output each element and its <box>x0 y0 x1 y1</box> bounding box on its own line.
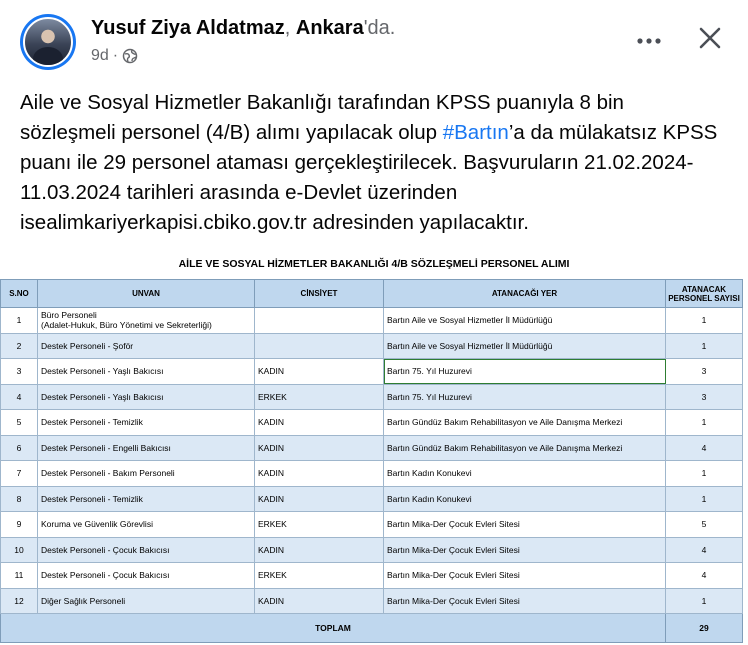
row-cinsiyet: KADIN <box>255 588 384 614</box>
table-row <box>1 435 743 461</box>
post-header <box>20 14 728 72</box>
row-cinsiyet <box>255 308 384 334</box>
table-title: AİLE VE SOSYAL HİZMETLER BAKANLIĞI 4/B SÖZLEŞMELİ PERSONEL ALIMI <box>178 258 570 270</box>
row-yer: Bartın Gündüz Bakım Rehabilitasyon ve Aile Danışma Merkezi <box>384 435 666 461</box>
row-cinsiyet: ERKEK <box>255 512 384 538</box>
total-row <box>1 614 743 643</box>
author-line <box>91 16 395 40</box>
table-header-row <box>1 280 743 308</box>
post-text-part2: ’a da mülakatsız KPSS puanı ile 29 personel ataması gerçekleştirilecek. Başvuruların 21.02.2024-11.03.2024 tarihleri arasında e-Devlet üzerinden isealimkariyerkapisi.cbiko.gov.tr adresinden yapılacaktır. <box>20 121 718 234</box>
row-unvan <box>38 359 255 385</box>
row-unvan <box>38 461 255 487</box>
table-row <box>1 486 743 512</box>
row-unvan-text: Destek Personeli - Şoför <box>41 340 134 351</box>
row-sayi: 1 <box>666 308 743 334</box>
header-cinsiyet: CİNSİYET <box>255 280 384 308</box>
table-row <box>1 333 743 359</box>
table-row <box>1 410 743 436</box>
header-no: S.NO <box>1 280 38 308</box>
total-label: TOPLAM <box>1 614 666 643</box>
close-button[interactable] <box>692 20 728 56</box>
row-yer: Bartın Kadın Konukevi <box>384 461 666 487</box>
row-unvan-text: Diğer Sağlık Personeli <box>41 595 126 606</box>
row-unvan-text: Destek Personeli - Bakım Personeli <box>41 468 175 479</box>
row-no: 3 <box>1 359 38 385</box>
row-yer: Bartın Gündüz Bakım Rehabilitasyon ve Aile Danışma Merkezi <box>384 410 666 436</box>
row-unvan-text: Büro Personeli <box>41 310 97 321</box>
post-text <box>20 88 725 238</box>
row-no: 7 <box>1 461 38 487</box>
profile-photo <box>23 17 73 67</box>
table-row <box>1 537 743 563</box>
location-link[interactable]: Ankara <box>295 17 364 39</box>
row-cinsiyet: KADIN <box>255 359 384 385</box>
row-unvan <box>38 563 255 589</box>
row-cinsiyet <box>255 333 384 359</box>
row-yer: Bartın 75. Yıl Huzurevi <box>384 359 666 385</box>
table-row <box>1 461 743 487</box>
row-unvan-text: Destek Personeli - Çocuk Bakıcısı <box>41 544 170 555</box>
row-sayi: 3 <box>666 384 743 410</box>
author-separator: , <box>284 17 296 39</box>
total-value: 29 <box>666 614 743 643</box>
row-unvan-text: Destek Personeli - Engelli Bakıcısı <box>41 442 171 453</box>
row-unvan <box>38 435 255 461</box>
row-sayi: 5 <box>666 512 743 538</box>
row-unvan <box>38 486 255 512</box>
post-image[interactable] <box>0 250 748 645</box>
row-no: 11 <box>1 563 38 589</box>
header-sayi <box>666 280 743 308</box>
row-sayi: 1 <box>666 486 743 512</box>
row-unvan-detail: (Adalet-Hukuk, Büro Yönetimi ve Sekreterliği) <box>41 320 212 331</box>
row-yer: Bartın Mika-Der Çocuk Evleri Sitesi <box>384 563 666 589</box>
row-unvan <box>38 588 255 614</box>
row-sayi: 3 <box>666 359 743 385</box>
post-time[interactable]: 9d <box>91 47 109 64</box>
row-sayi: 1 <box>666 333 743 359</box>
avatar[interactable] <box>20 14 76 70</box>
row-no: 8 <box>1 486 38 512</box>
row-unvan-text: Destek Personeli - Yaşlı Bakıcısı <box>41 391 164 402</box>
row-unvan <box>38 308 255 334</box>
row-yer: Bartın Mika-Der Çocuk Evleri Sitesi <box>384 512 666 538</box>
table-row <box>1 359 743 385</box>
row-sayi: 4 <box>666 537 743 563</box>
meta-dot: · <box>112 47 119 64</box>
row-cinsiyet: KADIN <box>255 486 384 512</box>
row-unvan <box>38 333 255 359</box>
table-row <box>1 588 743 614</box>
row-cinsiyet: KADIN <box>255 435 384 461</box>
header-unvan: UNVAN <box>38 280 255 308</box>
row-unvan <box>38 512 255 538</box>
header-sayi-line1: ATANACAK <box>681 284 727 294</box>
row-cinsiyet: KADIN <box>255 410 384 436</box>
location-suffix: 'da. <box>363 17 396 39</box>
row-no: 6 <box>1 435 38 461</box>
row-no: 10 <box>1 537 38 563</box>
row-unvan <box>38 410 255 436</box>
post-text-part1: Aile ve Sosyal Hizmetler Bakanlığı tarafından KPSS puanıyla 8 bin sözleşmeli personel (4/B) alımı yapılacak olup <box>20 91 624 144</box>
row-sayi: 1 <box>666 588 743 614</box>
row-cinsiyet: ERKEK <box>255 384 384 410</box>
more-dots-icon <box>636 37 662 45</box>
row-no: 12 <box>1 588 38 614</box>
row-sayi: 4 <box>666 563 743 589</box>
row-yer: Bartın Mika-Der Çocuk Evleri Sitesi <box>384 588 666 614</box>
personnel-table <box>0 279 743 643</box>
more-options-button[interactable] <box>636 28 662 48</box>
row-cinsiyet: KADIN <box>255 537 384 563</box>
header-sayi-line2: PERSONEL SAYISI <box>668 293 740 303</box>
row-unvan-text: Destek Personeli - Çocuk Bakıcısı <box>41 570 170 581</box>
row-yer: Bartın Kadın Konukevi <box>384 486 666 512</box>
row-no: 5 <box>1 410 38 436</box>
row-cinsiyet: KADIN <box>255 461 384 487</box>
row-no: 1 <box>1 308 38 334</box>
globe-icon[interactable] <box>122 48 138 64</box>
row-unvan-text: Koruma ve Güvenlik Görevlisi <box>41 519 153 530</box>
row-no: 9 <box>1 512 38 538</box>
table-row <box>1 563 743 589</box>
row-yer: Bartın Aile ve Sosyal Hizmetler İl Müdürlüğü <box>384 333 666 359</box>
row-unvan <box>38 537 255 563</box>
row-yer: Bartın Aile ve Sosyal Hizmetler İl Müdürlüğü <box>384 308 666 334</box>
row-yer: Bartın Mika-Der Çocuk Evleri Sitesi <box>384 537 666 563</box>
row-sayi: 1 <box>666 410 743 436</box>
row-sayi: 4 <box>666 435 743 461</box>
author-name[interactable]: Yusuf Ziya Aldatmaz <box>91 17 285 39</box>
row-no: 4 <box>1 384 38 410</box>
row-unvan-text: Destek Personeli - Temizlik <box>41 493 143 504</box>
hashtag-link[interactable]: #Bartın <box>442 121 509 144</box>
row-unvan <box>38 384 255 410</box>
row-sayi: 1 <box>666 461 743 487</box>
row-unvan-text: Destek Personeli - Yaşlı Bakıcısı <box>41 366 164 377</box>
table-row <box>1 384 743 410</box>
row-yer: Bartın 75. Yıl Huzurevi <box>384 384 666 410</box>
close-icon <box>698 26 722 50</box>
table-row <box>1 512 743 538</box>
row-cinsiyet: ERKEK <box>255 563 384 589</box>
row-no: 2 <box>1 333 38 359</box>
row-unvan-text: Destek Personeli - Temizlik <box>41 417 143 428</box>
post-meta <box>91 47 138 65</box>
header-yer: ATANACAĞI YER <box>384 280 666 308</box>
table-row <box>1 308 743 334</box>
